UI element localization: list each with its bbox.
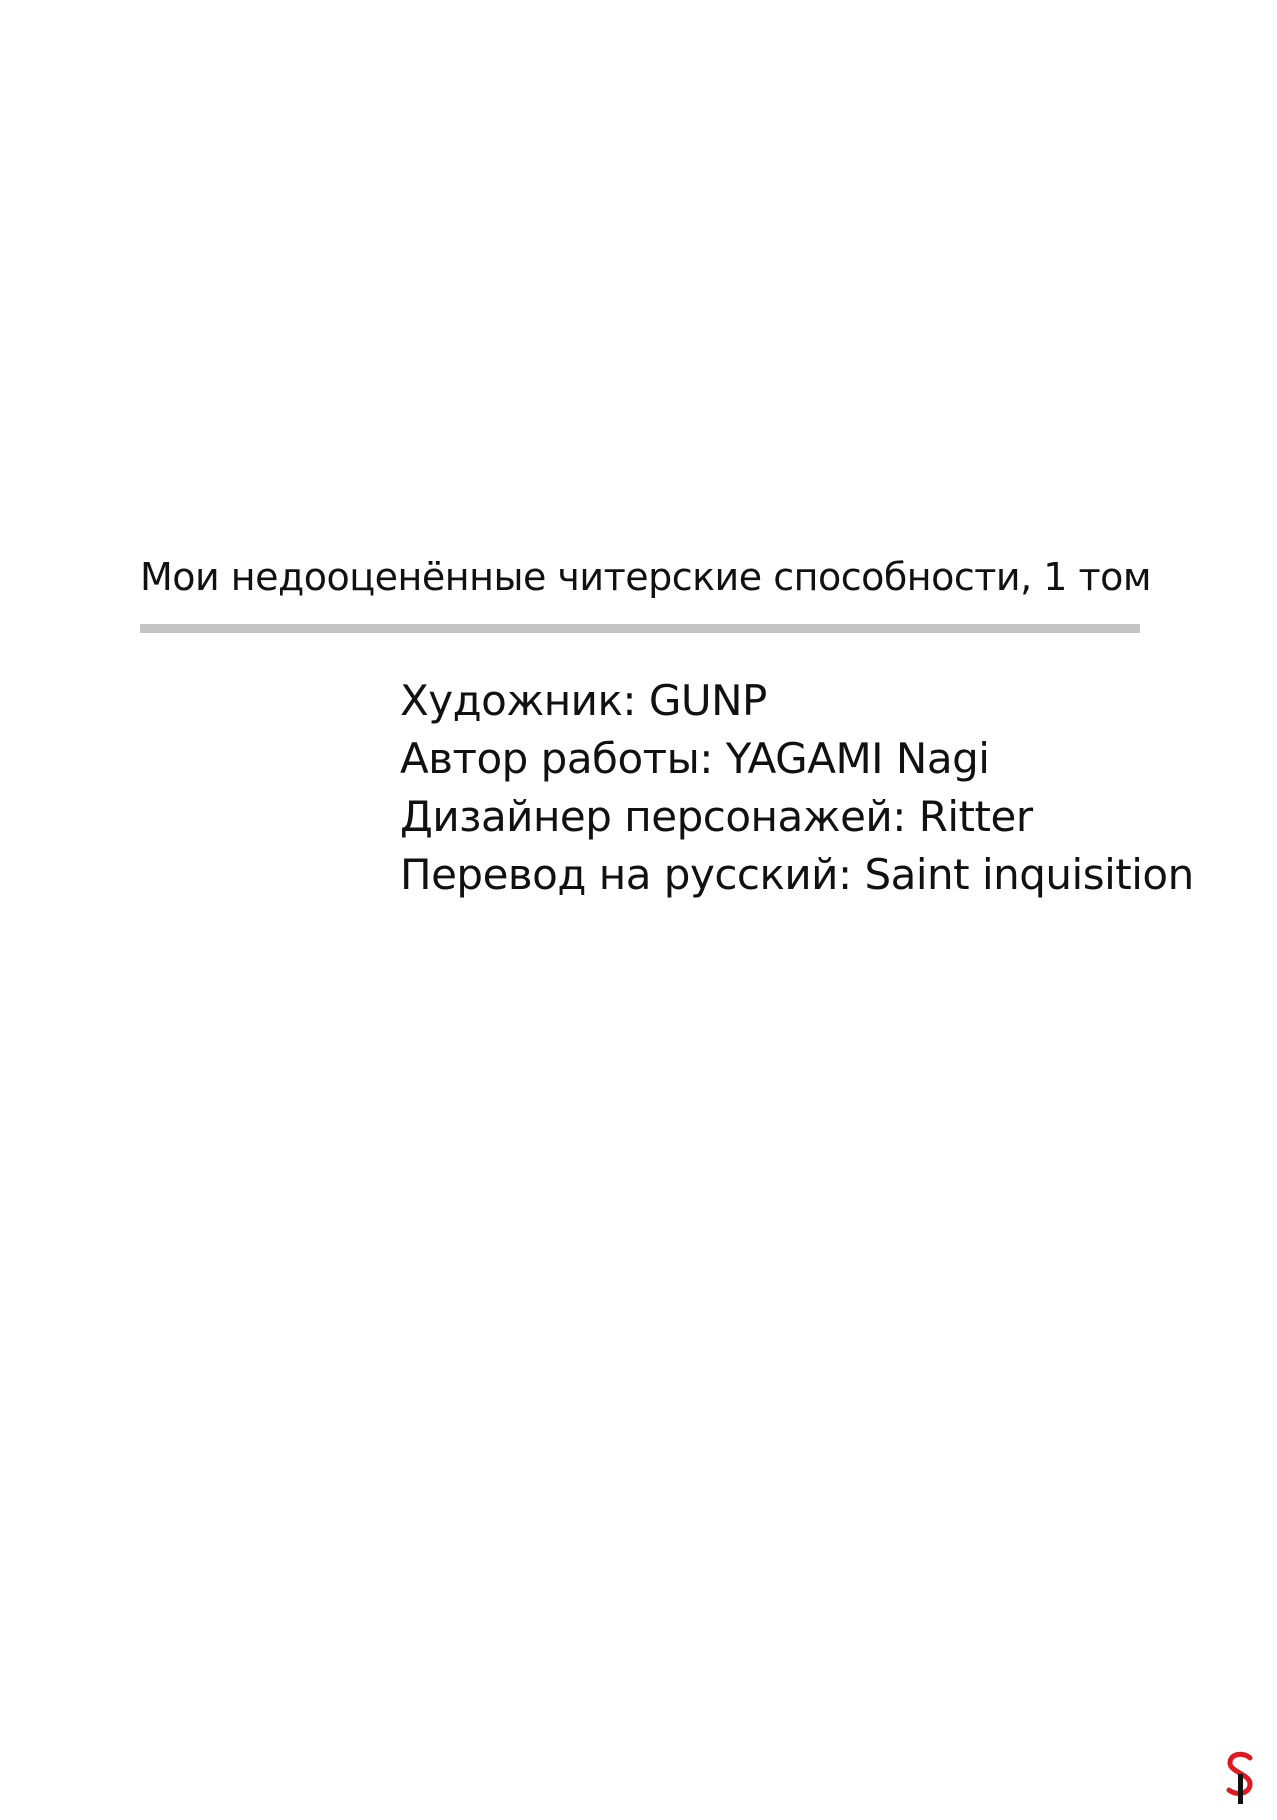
credit-author: Автор работы: YAGAMI Nagi [400,734,990,783]
title-divider [140,624,1140,633]
credit-character-designer: Дизайнер персонажей: Ritter [400,792,1033,841]
credits-list [400,672,1194,904]
credit-translator: Перевод на русский: Saint inquisition [400,850,1194,899]
credit-artist: Художник: GUNP [400,676,767,725]
translator-logo-icon [1220,1750,1260,1806]
volume-title: Мои недооценённые читерские способности, 1 том [140,555,1152,599]
